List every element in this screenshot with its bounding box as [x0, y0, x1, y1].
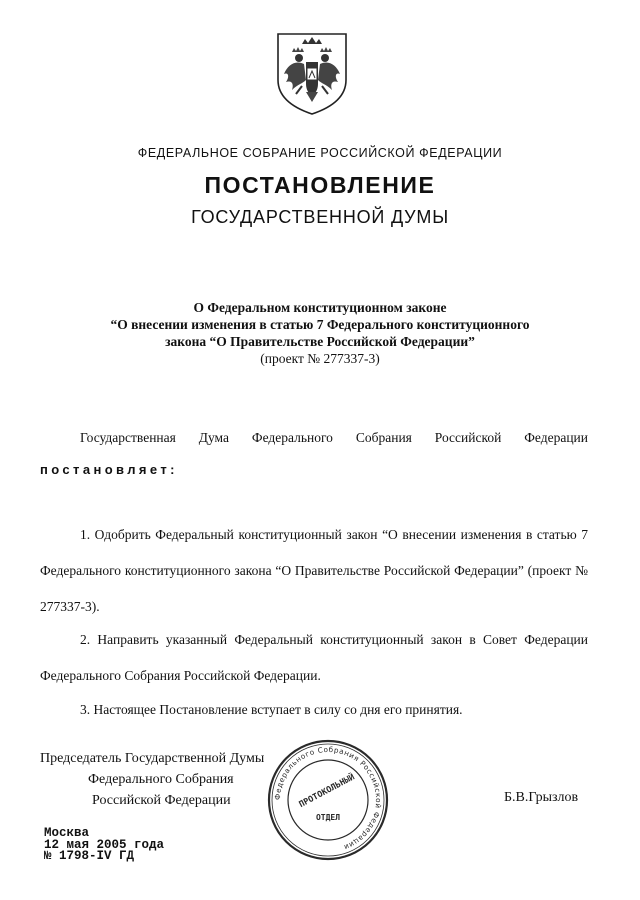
signer-title [40, 748, 264, 811]
footer-number: № 1798-IV ГД [44, 849, 135, 863]
resolution-item-3: 3. Настоящее Постановление вступает в силу со дня его принятия. [80, 702, 463, 717]
document-subject [40, 299, 600, 367]
subject-line-3: закона “О Правительстве Российской Федерации” [165, 334, 475, 349]
coat-of-arms-emblem [272, 30, 352, 116]
svg-text:Федерального Собрания Российск [273, 745, 383, 852]
signer-title-line-3: Российской Федерации [92, 793, 231, 808]
project-number: (проект № 277337-3) [260, 351, 380, 366]
resolves-word: постановляет: [40, 462, 178, 477]
subject-line-2: “О внесении изменения в статью 7 Федерального конституционного [110, 317, 530, 332]
official-stamp [266, 738, 390, 862]
stamp-seal-icon [266, 738, 390, 862]
stamp-center-top: ПРОТОКОЛЬНЫЙ [297, 772, 357, 811]
resolution-item-1: 1. Одобрить Федеральный конституционный закон “О внесении изменения в статью 7 Федерального конституционного закона “О Правительстве Российской Федерации” (проект № 277337-3). [40, 527, 588, 614]
subject-line-1: О Федеральном конституционном законе [193, 300, 447, 315]
footer-city: Москва [44, 826, 90, 840]
organization-title: ФЕДЕРАЛЬНОЕ СОБРАНИЕ РОССИЙСКОЙ ФЕДЕРАЦИИ [137, 146, 503, 160]
footer-date: 12 мая 2005 года [44, 837, 165, 852]
resolution-item-2: 2. Направить указанный Федеральный конституционный закон в Совет Федерации Федерального Собрания Российской Федерации. [40, 632, 588, 683]
document-footer [44, 828, 164, 863]
signer-name: Б.В.Грызлов [504, 790, 579, 805]
preamble: Государственная Дума Федерального Собрания Российской Федерации [80, 430, 588, 445]
signer-title-line-2: Федерального Собрания [88, 772, 234, 787]
issuer-name: ГОСУДАРСТВЕННОЙ ДУМЫ [191, 207, 449, 227]
signer-title-line-1: Председатель Государственной Думы [40, 751, 265, 766]
russian-coat-of-arms-icon [272, 30, 352, 116]
stamp-ring-text: Федерального Собрания Российской Федерации [272, 744, 384, 853]
stamp-center-bottom: ОТДЕЛ [315, 813, 341, 822]
document-type: ПОСТАНОВЛЕНИЕ [204, 172, 436, 198]
